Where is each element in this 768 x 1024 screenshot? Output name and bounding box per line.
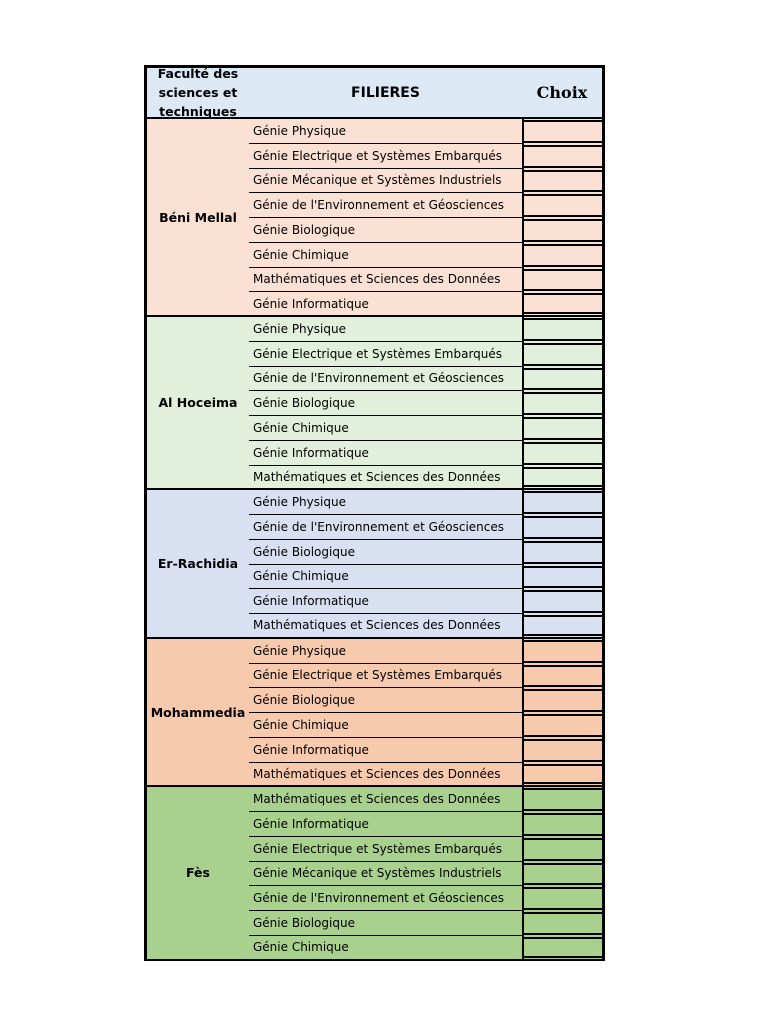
filiere-row: Génie Informatique <box>249 812 524 837</box>
choix-box-border <box>524 739 602 762</box>
faculty-cell: Mohammedia <box>144 639 251 788</box>
filiere-row: Génie Electrique et Systèmes Embarqués <box>249 837 524 862</box>
choix-box-border <box>524 590 602 613</box>
filiere-row: Génie Mécanique et Systèmes Industriels <box>249 862 524 887</box>
choix-checkbox[interactable] <box>524 540 605 565</box>
choix-checkbox[interactable] <box>524 367 605 392</box>
filiere-row: Génie Biologique <box>249 688 524 713</box>
choix-box-border <box>524 417 602 440</box>
choix-checkbox[interactable] <box>524 713 605 738</box>
choix-checkbox[interactable] <box>524 936 605 961</box>
filiere-row: Génie Physique <box>249 490 524 515</box>
choix-checkbox[interactable] <box>524 218 605 243</box>
choix-checkbox[interactable] <box>524 391 605 416</box>
filiere-row: Mathématiques et Sciences des Données <box>249 466 524 491</box>
choix-box-border <box>524 293 602 314</box>
choix-box-border <box>524 689 602 712</box>
choix-box-border <box>524 838 602 861</box>
choix-checkbox[interactable] <box>524 119 605 144</box>
faculty-cell: Fès <box>144 787 251 960</box>
choix-checkbox[interactable] <box>524 144 605 169</box>
choix-box-border <box>524 813 602 836</box>
choix-checkbox[interactable] <box>524 292 605 317</box>
choix-box-border <box>524 392 602 415</box>
choix-box-border <box>524 467 602 488</box>
choix-box-border <box>524 491 602 514</box>
filiere-row: Génie Chimique <box>249 416 524 441</box>
filiere-row: Génie Chimique <box>249 936 524 961</box>
choix-box-border <box>524 665 602 688</box>
filiere-row: Mathématiques et Sciences des Données <box>249 614 524 639</box>
header-faculty: Faculté des sciences et techniques <box>144 65 251 119</box>
choix-box-border <box>524 219 602 242</box>
faculty-cell: Al Hoceima <box>144 317 251 490</box>
choix-checkbox[interactable] <box>524 911 605 936</box>
choix-box-border <box>524 442 602 465</box>
filiere-row: Génie Electrique et Systèmes Embarqués <box>249 144 524 169</box>
choix-checkbox[interactable] <box>524 787 605 812</box>
choix-checkbox[interactable] <box>524 490 605 515</box>
choix-box-border <box>524 145 602 168</box>
choix-checkbox[interactable] <box>524 565 605 590</box>
choix-box-border <box>524 516 602 539</box>
filiere-row: Génie de l'Environnement et Géosciences <box>249 515 524 540</box>
filiere-row: Génie Chimique <box>249 243 524 268</box>
choix-box-border <box>524 170 602 193</box>
choix-box-border <box>524 788 602 811</box>
choix-checkbox[interactable] <box>524 193 605 218</box>
choix-checkbox[interactable] <box>524 342 605 367</box>
filiere-row: Génie Chimique <box>249 565 524 590</box>
choix-checkbox[interactable] <box>524 862 605 887</box>
filiere-row: Génie Electrique et Systèmes Embarqués <box>249 664 524 689</box>
faculty-cell: Er-Rachidia <box>144 490 251 639</box>
filiere-row: Mathématiques et Sciences des Données <box>249 268 524 293</box>
choix-box-border <box>524 566 602 589</box>
filiere-row: Génie Biologique <box>249 540 524 565</box>
header-choix: Choix <box>522 65 605 119</box>
filiere-row: Génie de l'Environnement et Géosciences <box>249 193 524 218</box>
choix-checkbox[interactable] <box>524 738 605 763</box>
filiere-row: Génie Biologique <box>249 391 524 416</box>
faculty-cell: Béni Mellal <box>144 119 251 317</box>
choix-checkbox[interactable] <box>524 515 605 540</box>
choix-checkbox[interactable] <box>524 664 605 689</box>
header-filieres: FILIERES <box>249 65 524 119</box>
choix-checkbox[interactable] <box>524 688 605 713</box>
filiere-row: Génie Physique <box>249 639 524 664</box>
choix-box-border <box>524 368 602 391</box>
choix-box-border <box>524 640 602 663</box>
filiere-row: Mathématiques et Sciences des Données <box>249 763 524 788</box>
choix-checkbox[interactable] <box>524 589 605 614</box>
choix-box-border <box>524 343 602 366</box>
choix-box-border <box>524 541 602 564</box>
choix-checkbox[interactable] <box>524 243 605 268</box>
filiere-row: Génie de l'Environnement et Géosciences <box>249 367 524 392</box>
filiere-row: Génie Electrique et Systèmes Embarqués <box>249 342 524 367</box>
choix-box-border <box>524 714 602 737</box>
choix-checkbox[interactable] <box>524 886 605 911</box>
choix-box-border <box>524 863 602 886</box>
filiere-row: Génie Physique <box>249 119 524 144</box>
choix-box-border <box>524 937 602 958</box>
choix-box-border <box>524 887 602 910</box>
choix-checkbox[interactable] <box>524 812 605 837</box>
filiere-row: Génie Informatique <box>249 589 524 614</box>
filiere-row: Génie Biologique <box>249 911 524 936</box>
choix-box-border <box>524 120 602 143</box>
choix-checkbox[interactable] <box>524 466 605 491</box>
choix-checkbox[interactable] <box>524 837 605 862</box>
choix-box-border <box>524 194 602 217</box>
choix-checkbox[interactable] <box>524 317 605 342</box>
choix-box-border <box>524 244 602 267</box>
filiere-row: Génie Biologique <box>249 218 524 243</box>
choix-box-border <box>524 269 602 292</box>
choix-box-border <box>524 615 602 636</box>
choix-checkbox[interactable] <box>524 441 605 466</box>
filiere-row: Génie Mécanique et Systèmes Industriels <box>249 169 524 194</box>
filieres-table <box>144 65 605 958</box>
filiere-row: Génie Informatique <box>249 738 524 763</box>
choix-checkbox[interactable] <box>524 416 605 441</box>
filiere-row: Génie Informatique <box>249 292 524 317</box>
choix-box-border <box>524 912 602 935</box>
filiere-row: Mathématiques et Sciences des Données <box>249 787 524 812</box>
choix-checkbox[interactable] <box>524 614 605 639</box>
choix-box-border <box>524 318 602 341</box>
choix-checkbox[interactable] <box>524 169 605 194</box>
filiere-row: Génie Chimique <box>249 713 524 738</box>
choix-checkbox[interactable] <box>524 763 605 788</box>
choix-box-border <box>524 764 602 785</box>
choix-checkbox[interactable] <box>524 268 605 293</box>
filiere-row: Génie de l'Environnement et Géosciences <box>249 886 524 911</box>
filiere-row: Génie Physique <box>249 317 524 342</box>
choix-checkbox[interactable] <box>524 639 605 664</box>
filiere-row: Génie Informatique <box>249 441 524 466</box>
